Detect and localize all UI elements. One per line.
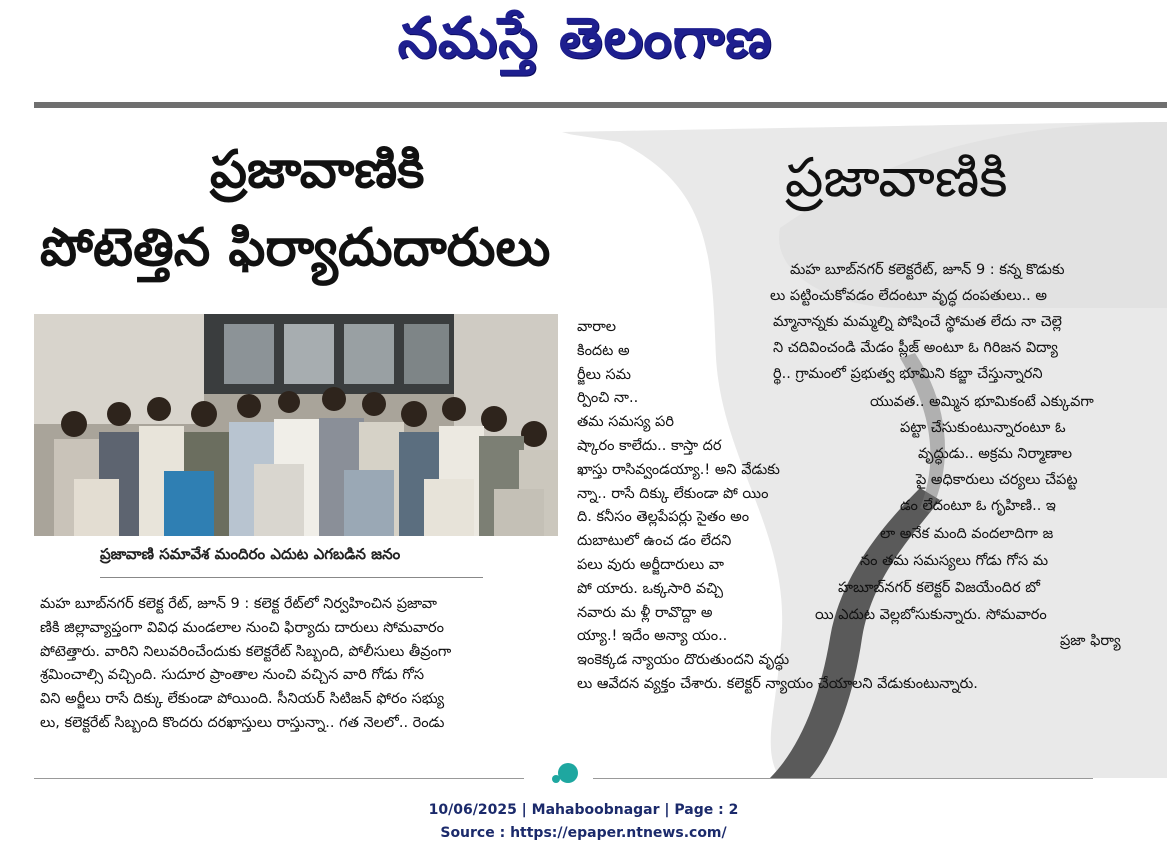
masthead xyxy=(0,0,1167,90)
text-line: శ్రమించాల్సి వచ్చింది. సుదూర ప్రాంతాల నుంచి వచ్చిన వారి గోడు గోస xyxy=(40,667,424,684)
text-line: న్నా.. రాసే దిక్కు లేకుండా పో యిం xyxy=(577,485,769,502)
text-line: మ్మానాన్నకు మమ్మల్ని పోషించే స్థోమత లేదు నా చెల్లె xyxy=(773,314,1062,330)
teal-circle-logo-icon xyxy=(548,760,582,788)
newspaper-logo: నమస్తే తెలంగాణ xyxy=(397,6,773,71)
text-line: డం లేదంటూ ఓ గృహిణి.. ఇ xyxy=(900,498,1056,514)
text-line: లా అనేక మంది వందలాదిగా జ xyxy=(880,526,1054,542)
right-column-heading: ప్రజావాణికి xyxy=(785,146,1008,209)
text-line: య్యా.! ఇదేం అన్యా యం.. xyxy=(577,628,728,645)
text-line: వృద్ధుడు.. అక్రమ నిర్మాణాల xyxy=(918,446,1073,462)
text-line: ని చదివించండి మేడం ప్లీజ్ అంటూ ఓ గిరిజన విద్యా xyxy=(773,340,1058,356)
text-line: పలు వురు అర్జీదారులు వా xyxy=(577,556,724,573)
crowd-photo xyxy=(34,314,558,536)
text-line: విని అర్జీలు రాసే దిక్కు లేకుండా పోయింది. సీనియర్ సిటిజన్ ఫోరం సభ్యు xyxy=(40,691,445,708)
text-line: నవారు మ ళ్లీ రావొద్దా అ xyxy=(577,604,713,621)
text-line: హబూబ్‌నగర్ కలెక్టర్ విజయేందిర బో xyxy=(838,580,1040,596)
headline-line-2: పోటెత్తిన ఫిర్యాదుదారులు xyxy=(40,218,551,278)
text-line: దుబాటులో ఉంచ డం లేదని xyxy=(577,533,732,550)
text-line: యువత.. అమ్మిన భూమికంటే ఎక్కువగా xyxy=(870,394,1094,410)
text-line: ష్కారం కాలేదు.. కాస్తా దర xyxy=(577,437,722,454)
text-line: ణికి జిల్లావ్యాప్తంగా వివిధ మండలాల నుంచి ఫిర్యాదు దారులు సోమవారం xyxy=(40,619,444,636)
headline-line-1: ప్రజావాణికి xyxy=(210,140,425,200)
text-line: పై అధికారులు చర్యలు చేపట్ట xyxy=(916,472,1078,488)
text-line: ర్పించి నా.. xyxy=(577,390,639,407)
bottom-divider-right xyxy=(593,778,1093,779)
text-line: యి ఎదుట వెల్లబోసుకున్నారు. సోమవారం xyxy=(815,607,1047,623)
left-column-body xyxy=(40,593,451,736)
text-line: ఇంకెక్కడ న్యాయం దొరుతుందని వృద్ధు xyxy=(577,652,790,669)
caption-underline xyxy=(100,577,483,578)
text-line: కిందట అ xyxy=(577,342,630,359)
bottom-divider-left xyxy=(34,778,524,779)
text-line: లు పట్టించుకోవడం లేదంటూ వృద్ధ దంపతులు.. అ xyxy=(770,288,1047,304)
text-line: తమ సమస్య పరి xyxy=(577,414,674,431)
footer-date-edition: 10/06/2025 | Mahaboobnagar | Page : 2 xyxy=(428,802,739,818)
text-line: మహ బూబ్‌నగర్ కలెక్ట రేట్, జూన్ 9 : కలెక్ట రేట్‌లో నిర్వహించిన ప్రజావా xyxy=(40,596,437,612)
text-line: లు, కలెక్టరేట్ సిబ్బంది కొందరు దరఖాస్తులు రాస్తున్నా.. గత నెలలో.. రెండు xyxy=(40,714,445,731)
text-line: పో యారు. ఒక్కసారి వచ్చి xyxy=(577,580,724,597)
text-line: మహ బూబ్‌నగర్ కలెక్టరేట్, జూన్ 9 : కన్న కొడుకు xyxy=(790,262,1065,278)
text-line: లు ఆవేదన వ్యక్తం చేశారు. కలెక్టర్ న్యాయం చేయాలని వేడుకుంటున్నారు. xyxy=(577,675,978,692)
text-line: ర్థి.. గ్రామంలో ప్రభుత్వ భూమిని కబ్జా చేస్తున్నారని xyxy=(773,366,1043,382)
text-line: వారాల xyxy=(577,319,617,335)
text-line: ప్రజా ఫిర్యా xyxy=(1060,633,1121,649)
text-line: పోటెత్తారు. వారిని నిలువరించేందుకు కలెక్టరేట్ సిబ్బంది, పోలీసులు తీవ్రంగా xyxy=(40,643,452,660)
text-line: పట్టా చేసుకుంటున్నారంటూ ఓ xyxy=(900,420,1066,436)
text-line: ది. కనీసం తెల్లపేపర్లు సైతం అం xyxy=(577,509,750,526)
crowd-photo-illustration xyxy=(34,314,558,536)
footer-source: Source : https://epaper.ntnews.com/ xyxy=(440,825,727,841)
text-line: ర్జీలు సమ xyxy=(577,366,632,383)
text-line: నం తమ సమస్యలు గోడు గోస మ xyxy=(860,553,1049,569)
photo-caption: ప్రజావాణి సమావేశ మందిరం ఎదుట ఎగబడిన జనం xyxy=(100,545,401,563)
text-line: ఖాస్తు రాసివ్వండయ్యా.! అని వేడుకు xyxy=(577,461,780,478)
